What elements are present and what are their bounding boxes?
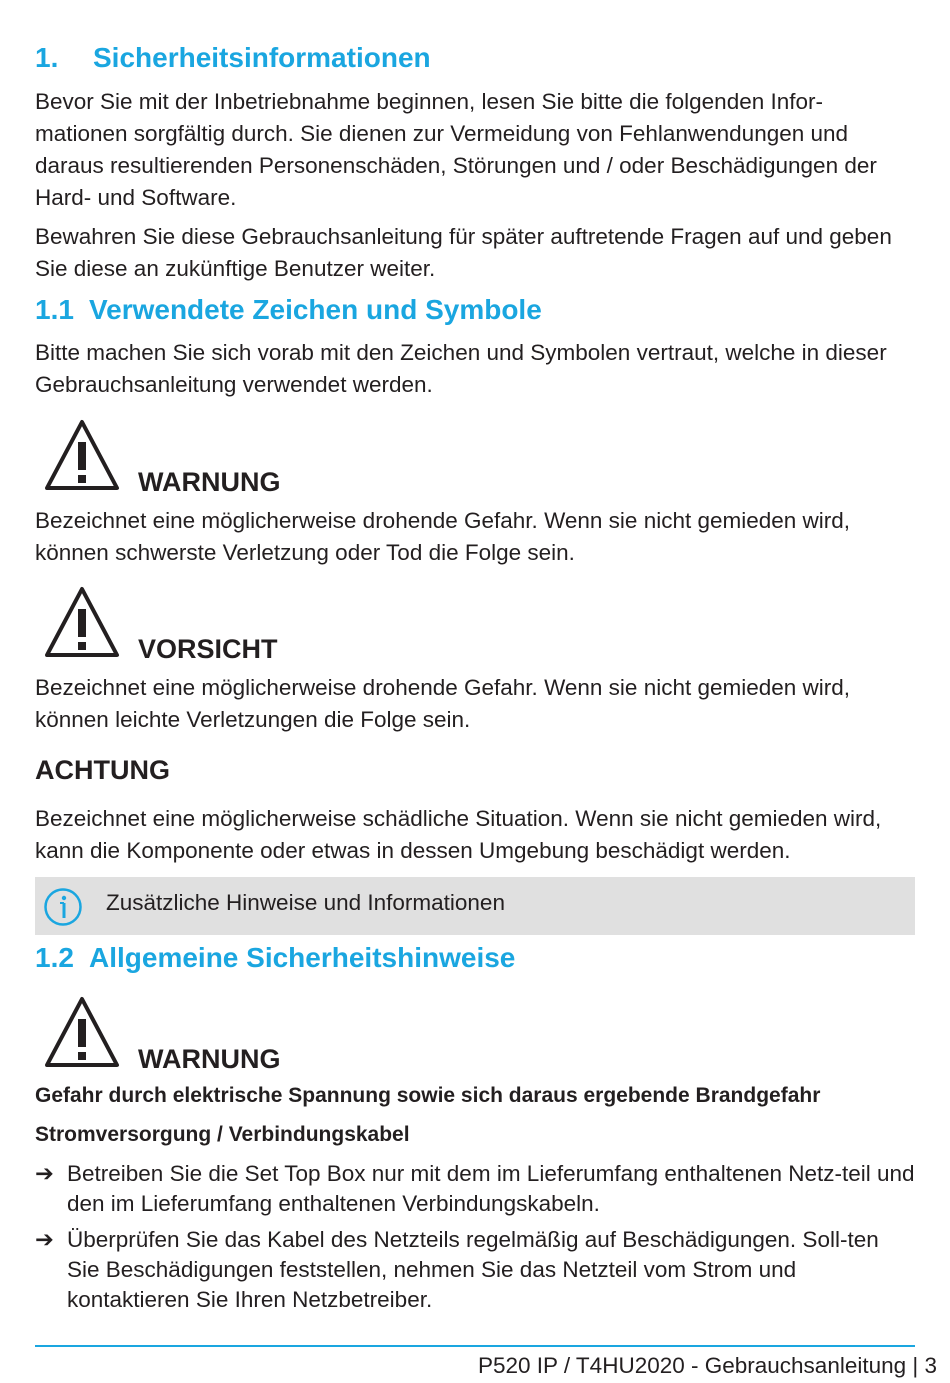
section-1-1-heading	[35, 294, 542, 326]
warnung-signal-2	[35, 995, 915, 1075]
list-item-text: Betreiben Sie die Set Top Box nur mit dem im Lieferumfang enthaltenen Netz-teil und den im Lieferumfang enthaltenen Verbindungskabeln.	[67, 1161, 915, 1216]
achtung-label: ACHTUNG	[35, 755, 170, 785]
intro-paragraph-1: Bevor Sie mit der Inbetriebnahme beginnen, lesen Sie bitte die folgenden Infor-mationen sorgfältig durch. Sie dienen zur Vermeidung von Fehlanwendungen und daraus resultierenden Personenschäden, Störungen und / oder Beschädigungen der Hard- und Software.	[35, 89, 877, 210]
section-number: 1.2	[35, 942, 74, 973]
list-item-text: Überprüfen Sie das Kabel des Netzteils regelmäßig auf Beschädigungen. Soll-ten Sie Beschädigungen feststellen, nehmen Sie das Netzteil vom Strom und kontaktieren Sie Ihren Netzbetreiber.	[67, 1227, 879, 1312]
footer-rule	[35, 1345, 915, 1347]
warnung-description: Bezeichnet eine möglicherweise drohende Gefahr. Wenn sie nicht gemieden wird, können schwerste Verletzung oder Tod die Folge sein.	[35, 508, 851, 565]
page-footer: P520 IP / T4HU2020 - Gebrauchsanleitung | 3	[477, 1353, 937, 1378]
info-icon	[43, 887, 83, 927]
section-1-2-heading	[35, 942, 515, 974]
achtung-description: Bezeichnet eine möglicherweise schädliche Situation. Wenn sie nicht gemieden wird, kann die Komponente oder etwas in dessen Umgebung beschädigt werden.	[35, 806, 882, 863]
arrow-icon: ➔	[35, 1227, 54, 1252]
list-item	[35, 1225, 915, 1315]
section-number: 1.1	[35, 294, 74, 325]
section-number: 1.	[35, 42, 59, 73]
section-title: Sicherheitsinformationen	[93, 42, 431, 73]
danger-title: Gefahr durch elektrische Spannung sowie sich daraus ergebende Brandgefahr	[35, 1084, 821, 1107]
section-title: Allgemeine Sicherheitshinweise	[89, 942, 516, 973]
vorsicht-label: VORSICHT	[138, 634, 278, 664]
warnung-label: WARNUNG	[138, 467, 281, 497]
symbols-intro: Bitte machen Sie sich vorab mit den Zeichen und Symbolen vertraut, welche in dieser Gebrauchsanleitung verwendet werden.	[35, 340, 887, 397]
list-item	[35, 1159, 915, 1219]
warnung-label: WARNUNG	[138, 1044, 281, 1074]
arrow-icon: ➔	[35, 1161, 54, 1186]
vorsicht-signal	[35, 585, 915, 665]
section-1-heading	[35, 42, 431, 74]
warning-triangle-icon	[43, 995, 121, 1069]
warning-triangle-icon	[43, 418, 121, 492]
info-text: Zusätzliche Hinweise und Informationen	[106, 890, 505, 915]
section-title: Verwendete Zeichen und Symbole	[89, 294, 542, 325]
warning-triangle-icon	[43, 585, 121, 659]
info-box	[35, 877, 915, 935]
vorsicht-description: Bezeichnet eine möglicherweise drohende Gefahr. Wenn sie nicht gemieden wird, können leichte Verletzungen die Folge sein.	[35, 675, 851, 732]
power-supply-subtitle: Stromversorgung / Verbindungskabel	[35, 1123, 410, 1146]
warnung-signal	[35, 418, 915, 498]
intro-paragraph-2: Bewahren Sie diese Gebrauchsanleitung für später auftretende Fragen auf und geben Sie diese an zukünftige Benutzer weiter.	[35, 224, 892, 281]
